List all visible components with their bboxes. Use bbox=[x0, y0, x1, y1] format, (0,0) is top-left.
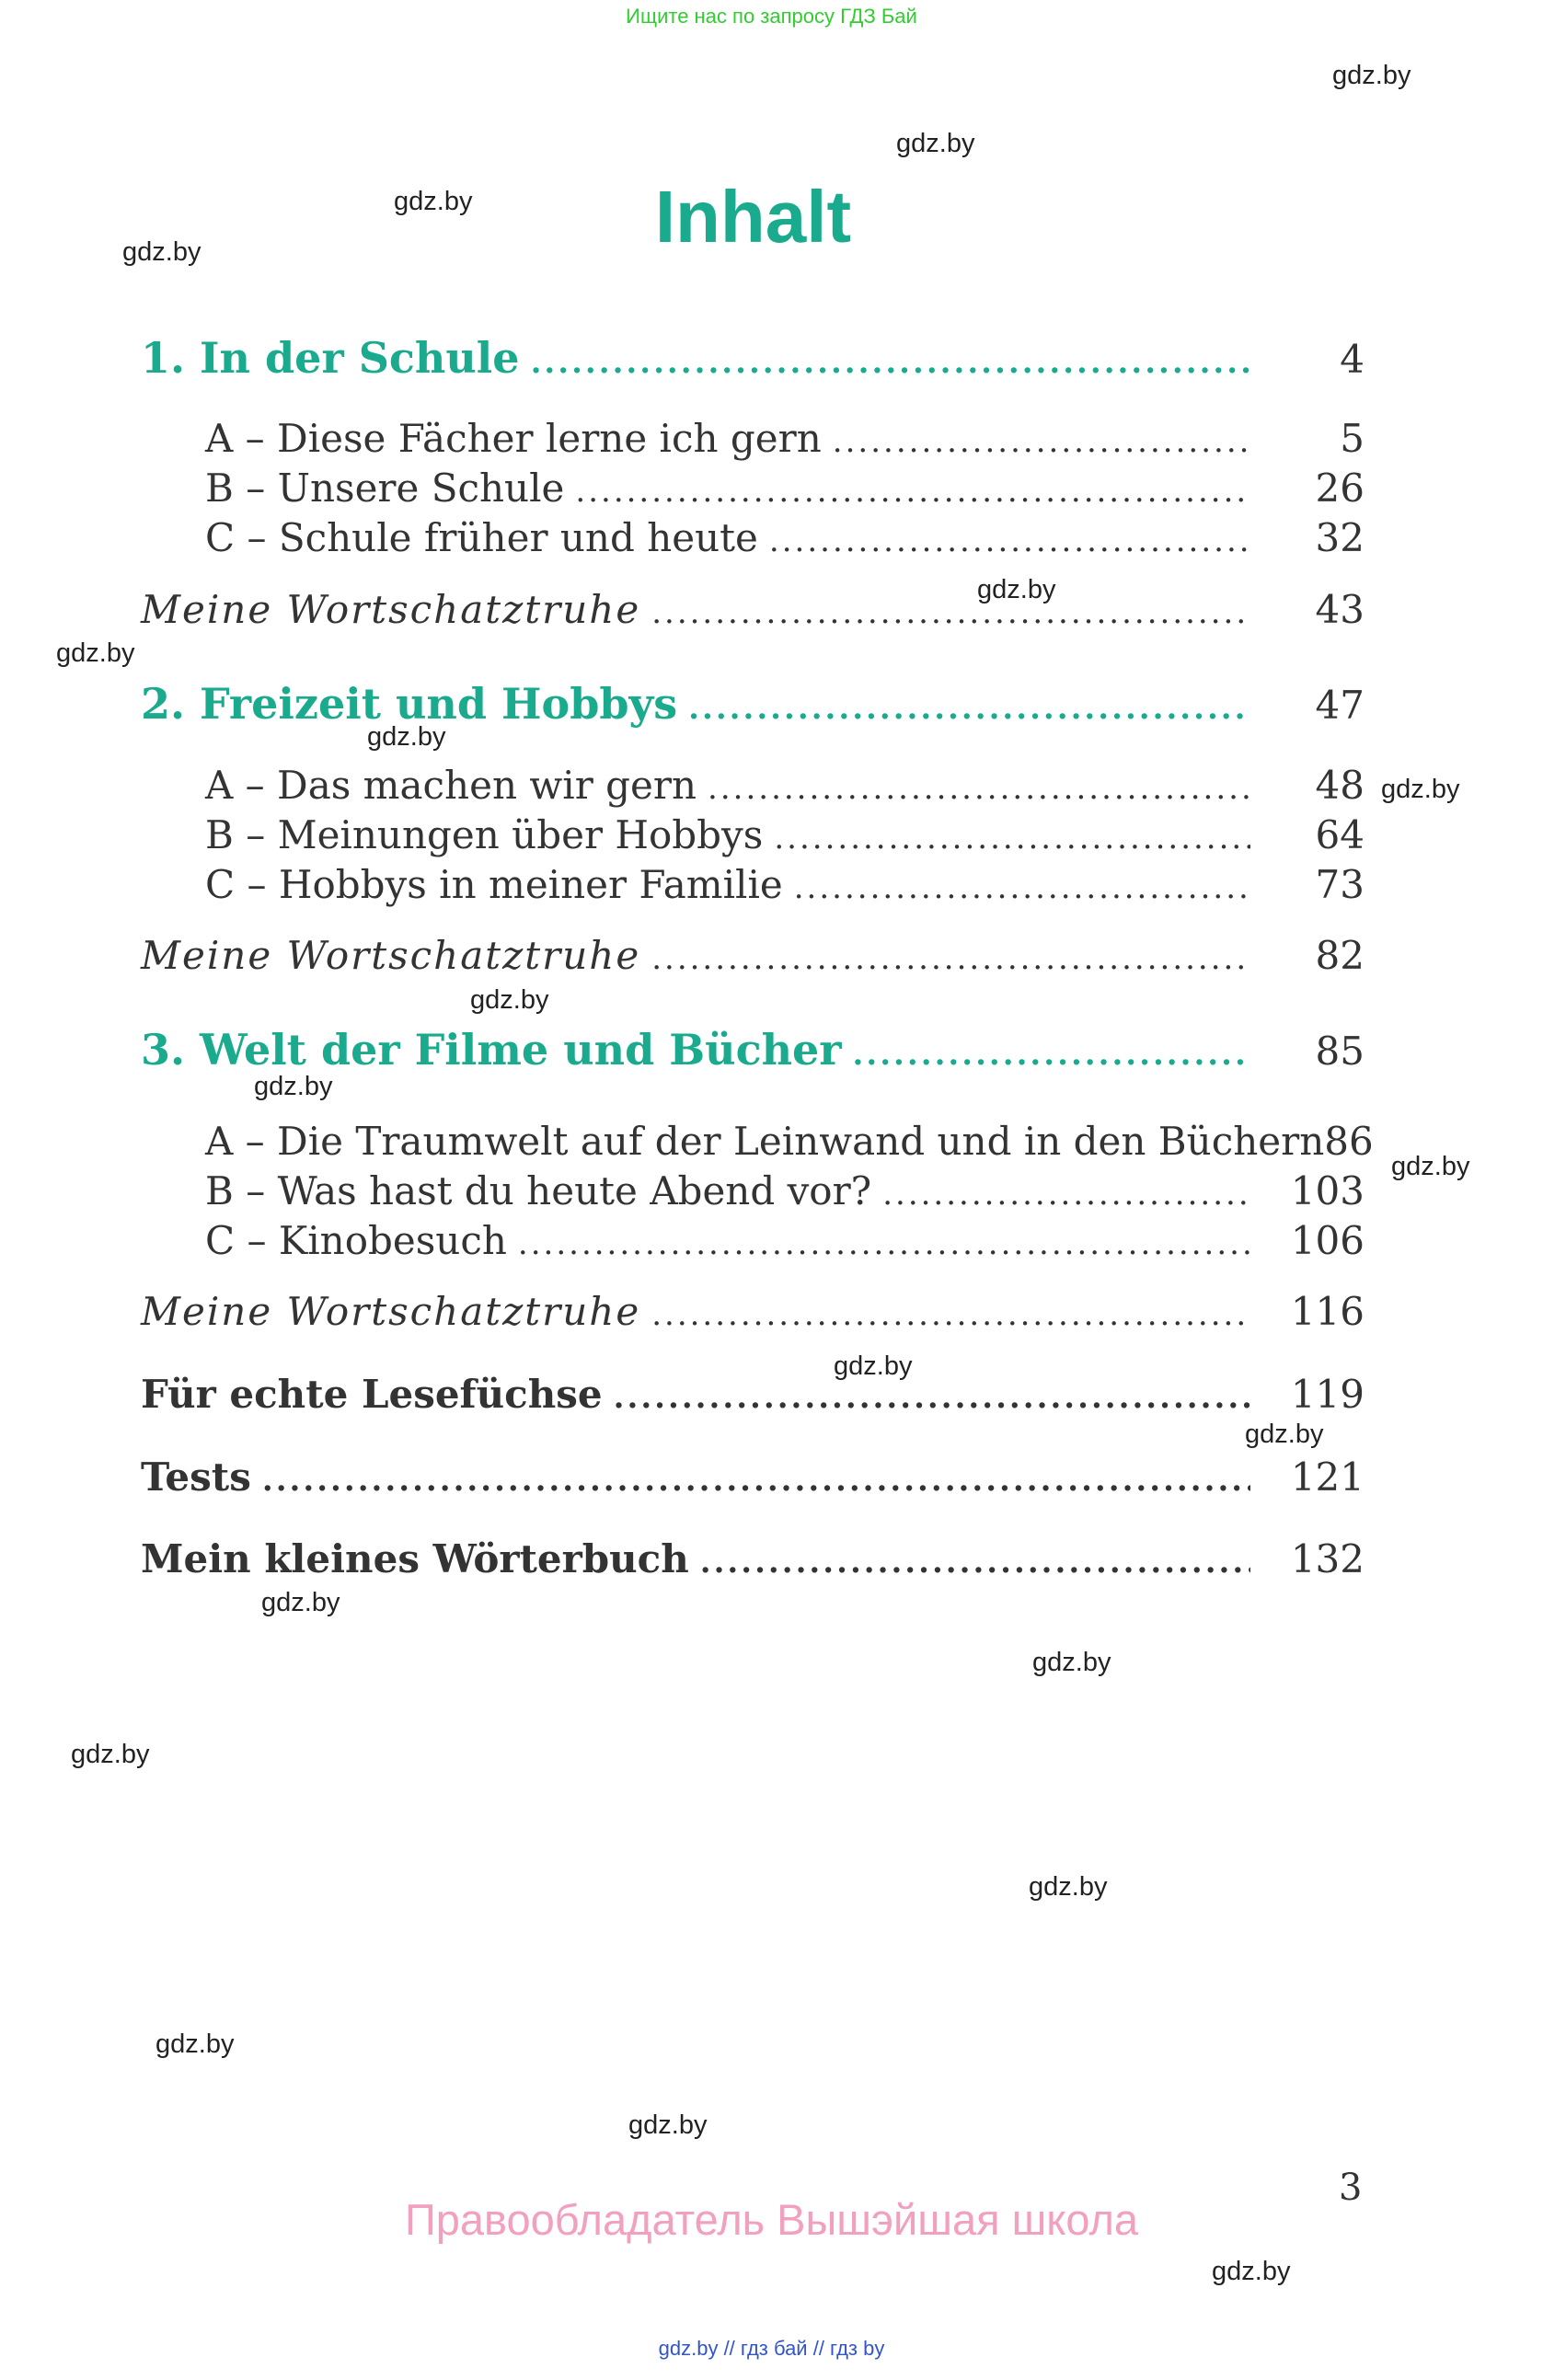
toc-entry-3b bbox=[205, 1168, 1365, 1220]
watermark: gdz.by bbox=[977, 575, 1056, 604]
watermark: gdz.by bbox=[1245, 1420, 1324, 1449]
leader-dots bbox=[651, 1296, 1250, 1333]
toc-page: 43 bbox=[1315, 587, 1365, 632]
toc-chapter-2 bbox=[141, 679, 1365, 730]
toc-page: 132 bbox=[1290, 1536, 1365, 1581]
leader-dots bbox=[774, 820, 1250, 857]
toc-page: 64 bbox=[1315, 812, 1365, 857]
leader-dots bbox=[769, 523, 1250, 559]
watermark: gdz.by bbox=[1391, 1152, 1470, 1181]
toc-entry-1c bbox=[205, 515, 1365, 567]
watermark: gdz.by bbox=[254, 1072, 333, 1101]
watermark: gdz.by bbox=[394, 187, 473, 216]
copyright-notice: Правообладатель Вышэйшая школа bbox=[404, 2195, 1139, 2244]
watermark: gdz.by bbox=[122, 237, 202, 267]
toc-entry-2c bbox=[205, 862, 1365, 914]
toc-tests bbox=[141, 1454, 1365, 1506]
toc-page: 4 bbox=[1340, 337, 1365, 382]
watermark: gdz.by bbox=[1332, 61, 1411, 90]
leader-dots bbox=[518, 1225, 1250, 1262]
footer-links[interactable]: gdz.by // гдз бай // гдз by bbox=[658, 2337, 885, 2360]
leader-dots bbox=[882, 1176, 1250, 1213]
leader-dots bbox=[833, 423, 1250, 460]
toc-wortschatz-1 bbox=[141, 587, 1365, 638]
toc-page: 47 bbox=[1315, 683, 1365, 728]
watermark: gdz.by bbox=[71, 1740, 150, 1769]
toc-label: C – Schule früher und heute bbox=[205, 515, 758, 560]
toc-chapter-3 bbox=[141, 1025, 1365, 1076]
toc-entry-1b bbox=[205, 466, 1365, 517]
toc-entry-2b bbox=[205, 812, 1365, 864]
leader-dots bbox=[708, 770, 1250, 807]
toc-label: Meine Wortschatztruhe bbox=[141, 587, 641, 632]
toc-label: A – Das machen wir gern bbox=[205, 763, 697, 808]
toc-label: Mein kleines Wörterbuch bbox=[141, 1536, 689, 1581]
leader-dots bbox=[853, 1036, 1250, 1073]
toc-page: 32 bbox=[1315, 515, 1365, 560]
toc-entry-3a bbox=[205, 1119, 1374, 1170]
watermark: gdz.by bbox=[834, 1351, 913, 1381]
leader-dots bbox=[614, 1379, 1250, 1416]
toc-label: Tests bbox=[141, 1454, 251, 1500]
leader-dots bbox=[651, 940, 1250, 977]
leader-dots bbox=[688, 690, 1250, 727]
watermark: gdz.by bbox=[56, 638, 135, 668]
leader-dots bbox=[575, 473, 1250, 510]
watermark: gdz.by bbox=[1032, 1648, 1111, 1677]
leader-dots bbox=[531, 344, 1250, 381]
watermark: gdz.by bbox=[628, 2110, 708, 2140]
watermark: gdz.by bbox=[367, 722, 446, 752]
toc-label: A – Diese Fächer lerne ich gern bbox=[205, 416, 822, 461]
toc-woerterbuch bbox=[141, 1536, 1365, 1588]
toc-page: 119 bbox=[1290, 1372, 1365, 1417]
toc-label: 2. Freizeit und Hobbys bbox=[141, 679, 678, 729]
toc-page: 86 bbox=[1324, 1119, 1374, 1164]
toc-page: 103 bbox=[1290, 1168, 1365, 1213]
toc-page: 106 bbox=[1290, 1218, 1365, 1263]
toc-page: 121 bbox=[1290, 1454, 1365, 1500]
toc-entry-3c bbox=[205, 1218, 1365, 1270]
toc-wortschatz-2 bbox=[141, 933, 1365, 984]
leader-dots bbox=[794, 869, 1250, 906]
watermark: gdz.by bbox=[1029, 1872, 1108, 1902]
watermark: gdz.by bbox=[261, 1588, 340, 1617]
toc-label: C – Kinobesuch bbox=[205, 1218, 507, 1263]
page-number: 3 bbox=[1339, 2167, 1363, 2209]
leader-dots bbox=[700, 1544, 1250, 1581]
toc-label: B – Was hast du heute Abend vor? bbox=[205, 1168, 872, 1213]
toc-label: Für echte Lesefüchse bbox=[141, 1372, 603, 1417]
toc-label: C – Hobbys in meiner Familie bbox=[205, 862, 783, 907]
toc-page: 48 bbox=[1315, 763, 1365, 808]
toc-chapter-1 bbox=[141, 333, 1365, 385]
toc-entry-2a bbox=[205, 763, 1365, 814]
toc-label: B – Unsere Schule bbox=[205, 466, 565, 511]
toc-label: 3. Welt der Filme und Bücher bbox=[141, 1025, 842, 1075]
toc-entry-1a bbox=[205, 416, 1365, 467]
top-banner[interactable]: Ищите нас по запросу ГДЗ Бай bbox=[626, 5, 917, 28]
toc-page: 116 bbox=[1290, 1289, 1365, 1334]
toc-label: Meine Wortschatztruhe bbox=[141, 1289, 641, 1334]
toc-wortschatz-3 bbox=[141, 1289, 1365, 1340]
page-title: Inhalt bbox=[654, 176, 852, 258]
toc-label: A – Die Traumwelt auf der Leinwand und in den Büchern bbox=[205, 1119, 1325, 1164]
toc-lesefuechse bbox=[141, 1372, 1365, 1423]
toc-label: Meine Wortschatztruhe bbox=[141, 933, 641, 978]
leader-dots bbox=[651, 594, 1250, 631]
toc-label: 1. In der Schule bbox=[141, 333, 520, 383]
watermark: gdz.by bbox=[155, 2029, 235, 2059]
watermark: gdz.by bbox=[896, 129, 975, 158]
toc-page: 73 bbox=[1315, 862, 1365, 907]
toc-label: B – Meinungen über Hobbys bbox=[205, 812, 764, 857]
watermark: gdz.by bbox=[1212, 2257, 1291, 2286]
watermark: gdz.by bbox=[470, 985, 549, 1015]
toc-page: 5 bbox=[1340, 416, 1365, 461]
leader-dots bbox=[262, 1462, 1250, 1499]
toc-page: 26 bbox=[1315, 466, 1365, 511]
toc-page: 82 bbox=[1315, 933, 1365, 978]
toc-page: 85 bbox=[1315, 1029, 1365, 1074]
watermark: gdz.by bbox=[1381, 775, 1460, 804]
